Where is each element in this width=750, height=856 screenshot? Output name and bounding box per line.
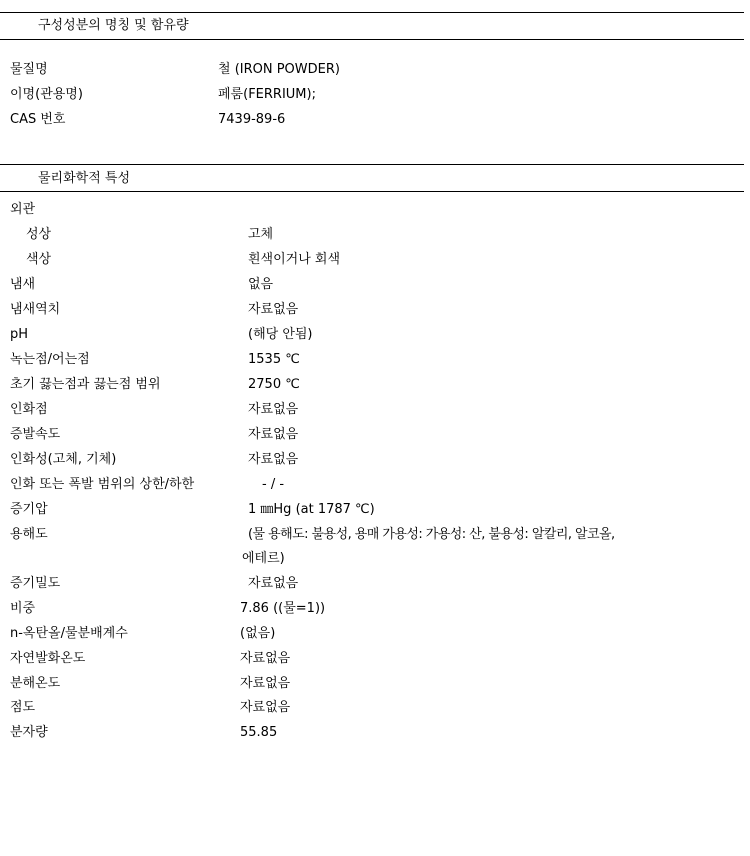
field-value: 자료없음: [248, 427, 299, 442]
field-value: 1535 ℃: [248, 352, 300, 367]
section2-top-rule: [0, 164, 744, 165]
field-label: 물질명: [10, 62, 48, 77]
field-label: 인화점: [10, 402, 48, 417]
field-value: 고체: [248, 227, 274, 242]
field-label: 성상: [26, 227, 52, 242]
field-value: 1 ㎜Hg (at 1787 ℃): [248, 502, 375, 517]
field-value: 7439-89-6: [218, 112, 286, 127]
field-label: 외관: [10, 202, 36, 217]
field-value: 55.85: [240, 725, 278, 740]
field-label: 냄새: [10, 277, 36, 292]
field-value: 자료없음: [248, 452, 299, 467]
field-value: 자료없음: [240, 676, 291, 691]
field-label: 냄새역치: [10, 302, 61, 317]
field-label: 초기 끓는점과 끓는점 범위: [10, 377, 161, 392]
field-label: 용해도: [10, 527, 48, 542]
field-label: CAS 번호: [10, 112, 66, 127]
field-value: 페룸(FERRIUM);: [218, 87, 316, 102]
field-value: 흰색이거나 회색: [248, 252, 341, 267]
field-label: 분해온도: [10, 676, 61, 691]
field-label: 증기압: [10, 502, 48, 517]
field-label: 점도: [10, 700, 36, 715]
field-label: 색상: [26, 252, 52, 267]
field-value: - / -: [262, 477, 285, 492]
field-label: 이명(관용명): [10, 87, 83, 102]
field-label: 인화성(고체, 기체): [10, 452, 117, 467]
field-label: 증발속도: [10, 427, 61, 442]
field-value: 자료없음: [240, 700, 291, 715]
section2-bottom-rule: [0, 191, 744, 192]
field-value: (해당 안됨): [248, 327, 313, 342]
field-label: 분자량: [10, 725, 48, 740]
field-label: 비중: [10, 601, 36, 616]
field-value: (없음): [240, 626, 276, 641]
field-label: 증기밀도: [10, 576, 61, 591]
section1-title: 구성성분의 명칭 및 함유량: [38, 18, 189, 33]
field-value: 자료없음: [248, 402, 299, 417]
field-value: 자료없음: [248, 576, 299, 591]
field-label: 자연발화온도: [10, 651, 86, 666]
field-value: 자료없음: [240, 651, 291, 666]
field-value: (물 용해도: 불용성, 용매 가용성: 가용성: 산, 불용성: 알칼리, 알코올,: [248, 527, 615, 542]
field-value: 2750 ℃: [248, 377, 300, 392]
section2-title: 물리화학적 특성: [38, 171, 131, 186]
field-label: n-옥탄올/물분배계수: [10, 626, 128, 641]
field-label: 녹는점/어는점: [10, 352, 90, 367]
field-value: 자료없음: [248, 302, 299, 317]
field-value: 7.86 ((물=1)): [240, 601, 326, 616]
field-value: 에테르): [242, 551, 285, 566]
section1-bottom-rule: [0, 39, 744, 40]
field-label: pH: [10, 327, 29, 342]
field-value: 없음: [248, 277, 274, 292]
field-label: 인화 또는 폭발 범위의 상한/하한: [10, 477, 195, 492]
field-value: 철 (IRON POWDER): [218, 62, 340, 77]
section1-top-rule: [0, 12, 744, 13]
